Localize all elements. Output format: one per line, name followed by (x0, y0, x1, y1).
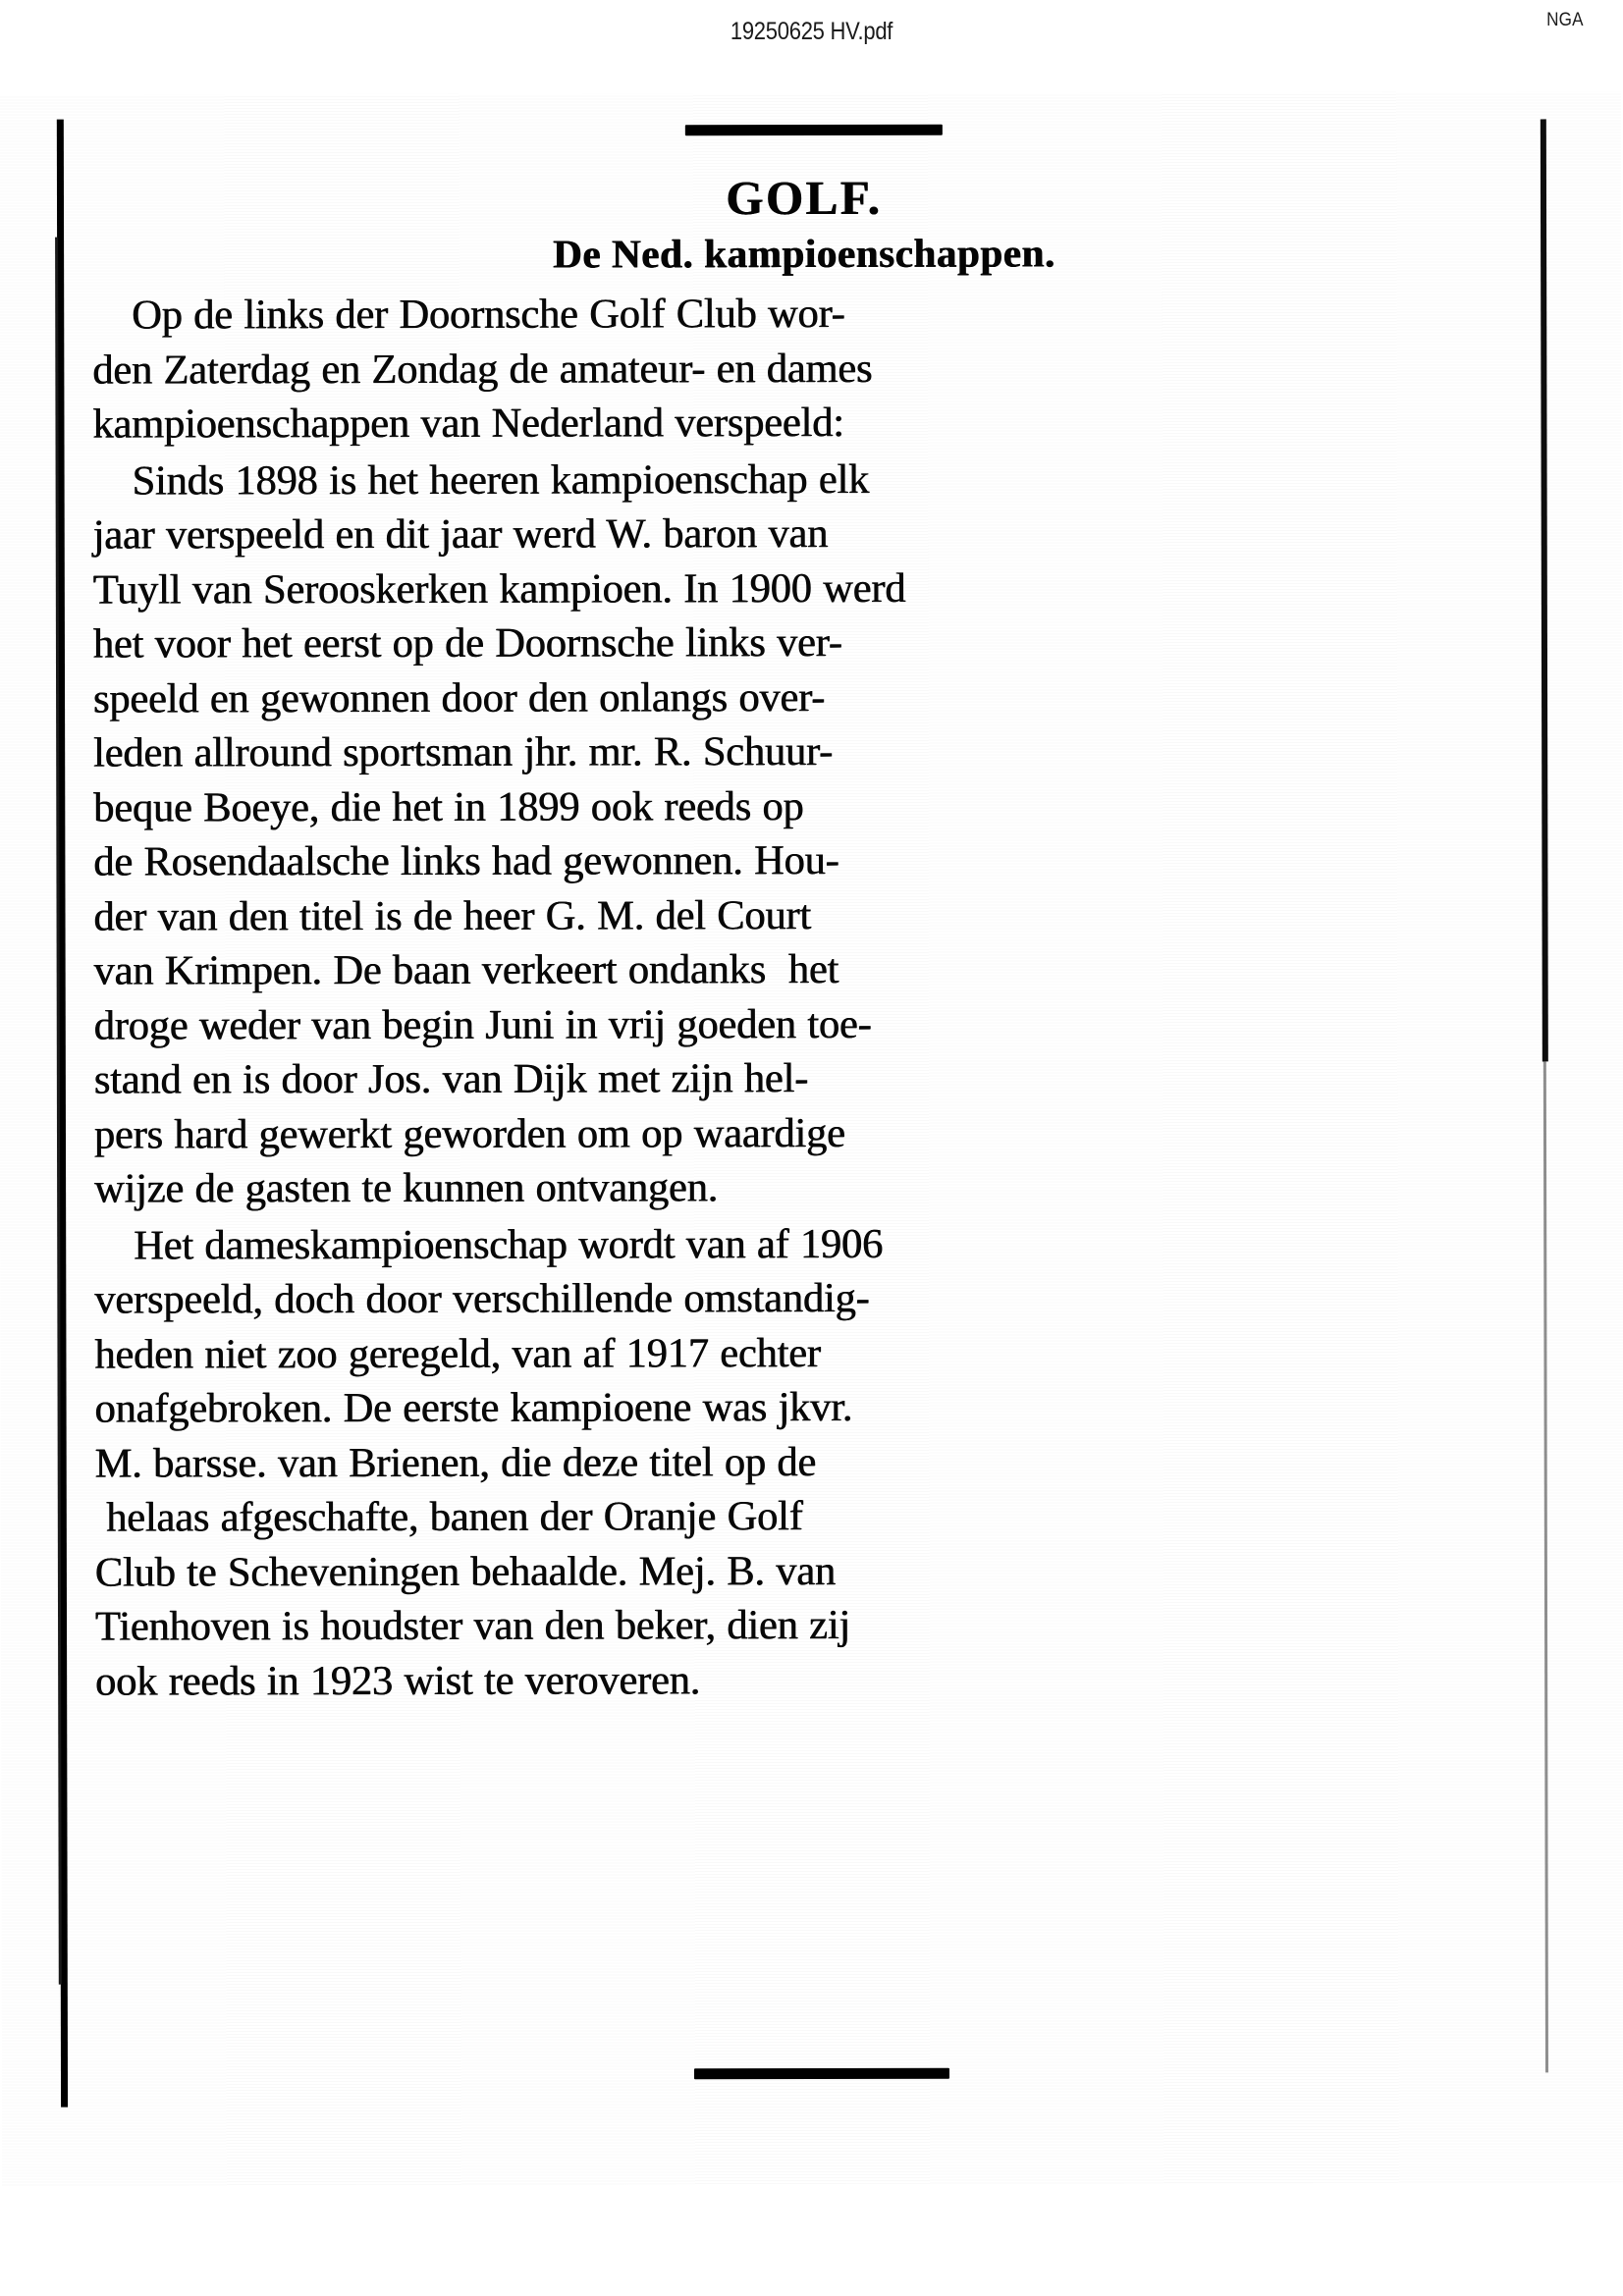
article-subheadline: De Ned. kampioenschappen. (553, 230, 1055, 277)
text-line: Club te Scheveningen behaalde. Mej. B. van (94, 1547, 837, 1596)
text-line: heden niet zoo geregeld, van af 1917 echter (94, 1329, 821, 1378)
text-line: het voor het eerst op de Doornsche links ver- (92, 618, 842, 667)
newspaper-clipping-scan (0, 93, 1623, 2184)
column-rule-right (1541, 119, 1548, 1061)
paragraph-2 (93, 451, 1519, 1216)
divider-rule-bottom (694, 2068, 949, 2080)
article-text (92, 285, 1519, 1708)
text-line: stand en is door Jos. van Dijk met zijn hel- (93, 1055, 809, 1103)
text-line: Tuyll van Serooskerken kampioen. In 1900 werd (92, 564, 906, 614)
article-body (92, 150, 1519, 1708)
text-line: speeld en gewonnen door den onlangs over- (93, 673, 826, 722)
paragraph-1 (92, 285, 1516, 452)
text-line: kampioenschappen van Nederland verspeeld: (92, 399, 844, 448)
text-line: der van den titel is de heer G. M. del Court (93, 891, 812, 940)
archive-corner-tag: NGA (1546, 10, 1584, 30)
paragraph-3 (94, 1215, 1519, 1709)
text-line: helaas afgeschafte, banen der Oranje Golf (94, 1493, 803, 1541)
text-line: ook reeds in 1923 wist te veroveren. (95, 1656, 701, 1705)
divider-rule-top (685, 125, 943, 136)
text-line: verspeeld, doch door verschillende omstandig- (94, 1274, 870, 1323)
document-filename: 19250625 HV.pdf (730, 18, 893, 45)
column-rule-right-faded (1543, 1061, 1548, 2072)
text-line: leden allround sportsman jhr. mr. R. Schuur- (93, 727, 834, 776)
text-line: Sinds 1898 is het heeren kampioenschap elk (132, 455, 870, 504)
text-line: pers hard gewerkt geworden om op waardige (93, 1109, 845, 1158)
text-line: van Krimpen. De baan verkeert ondanks het (93, 945, 839, 994)
text-line: Op de links der Doornsche Golf Club wor- (132, 290, 845, 339)
text-line: onafgebroken. De eerste kampioene was jkvr. (94, 1383, 853, 1432)
pdf-viewer-header (0, 0, 1623, 77)
text-line: M. barsse. van Brienen, die deze titel op de (94, 1438, 817, 1487)
column-rule-left (57, 120, 68, 2108)
text-line: beque Boeye, die het in 1899 ook reeds op (93, 782, 804, 831)
text-line: Tienhoven is houdster van den beker, dien zij (94, 1601, 851, 1650)
text-line: jaar verspeeld en dit jaar werd W. baron van (92, 509, 829, 559)
text-line: droge weder van begin Juni in vrij goeden toe- (93, 1000, 872, 1049)
text-line: Het dameskampioenschap wordt van af 1906 (134, 1220, 884, 1268)
text-line: de Rosendaalsche links had gewonnen. Hou- (93, 836, 839, 885)
text-line: wijze de gasten te kunnen ontvangen. (94, 1164, 719, 1212)
article-headline: GOLF. (726, 170, 883, 226)
text-line: den Zaterdag en Zondag de amateur- en dames (92, 345, 873, 394)
